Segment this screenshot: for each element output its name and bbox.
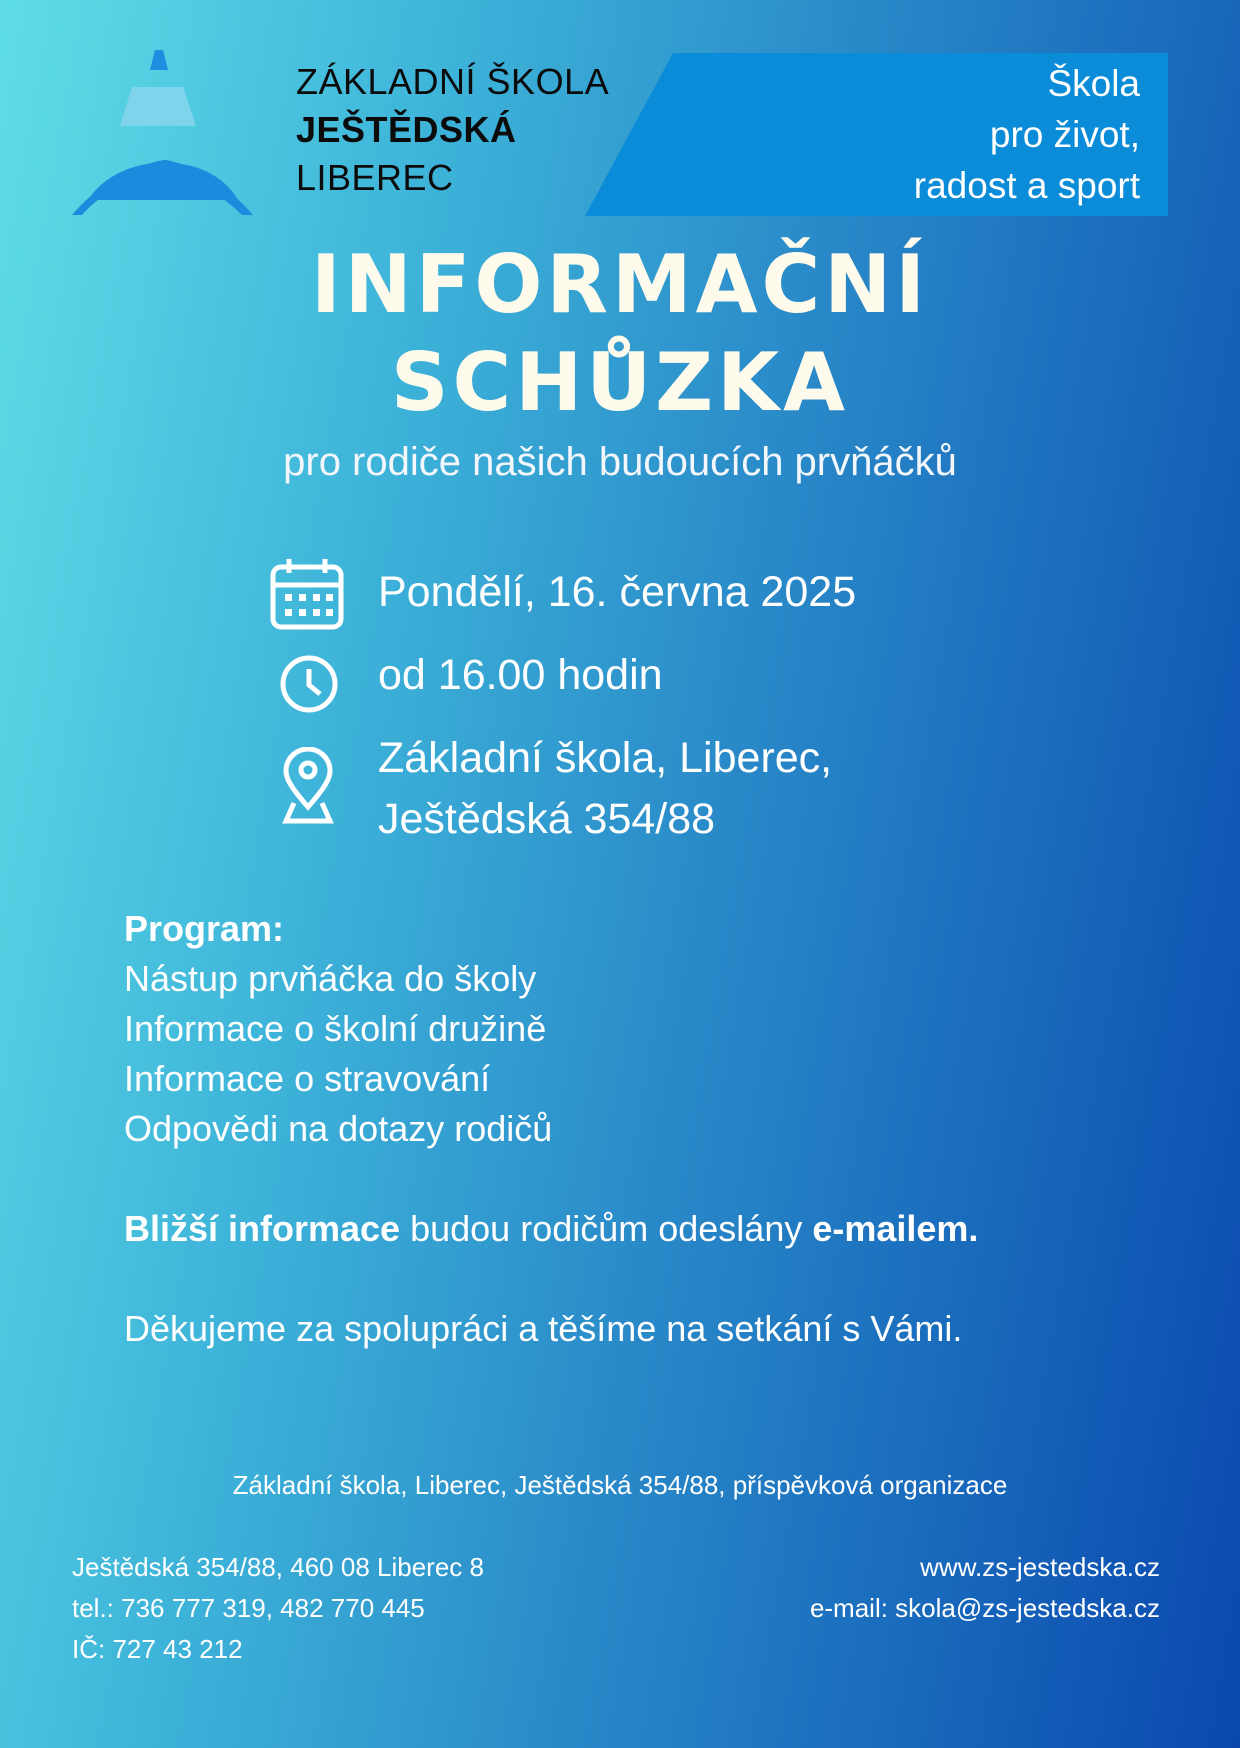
school-name-line3: LIBEREC	[296, 157, 454, 198]
footer-organization: Základní škola, Liberec, Ještědská 354/88, příspěvková organizace	[232, 1470, 1008, 1500]
program-item: Odpovědi na dotazy rodičů	[124, 1108, 553, 1149]
thanks-text: Děkujeme za spolupráci a těšíme na setkání s Vámi.	[124, 1308, 963, 1349]
email-note-bold2: e-mailem.	[812, 1208, 979, 1249]
event-date: Pondělí, 16. června 2025	[378, 568, 857, 616]
footer-contact-left	[72, 1547, 484, 1670]
footer-address: Ještědská 354/88, 460 08 Liberec 8	[72, 1552, 484, 1582]
program-label: Program:	[124, 908, 285, 949]
footer-phone: tel.: 736 777 319, 482 770 445	[72, 1593, 425, 1623]
program-item: Nástup prvňáčka do školy	[124, 958, 537, 999]
event-place-line2: Ještědská 354/88	[378, 795, 716, 843]
title-line1: INFORMAČNÍ	[311, 238, 929, 331]
event-place-line1: Základní škola, Liberec,	[378, 734, 833, 782]
subtitle: pro rodiče našich budoucích prvňáčků	[283, 440, 957, 484]
program	[124, 904, 552, 1154]
calendar-icon	[268, 555, 348, 635]
program-item: Informace o školní družině	[124, 1008, 547, 1049]
motto-line2: pro život,	[989, 114, 1140, 155]
motto-line1: Škola	[1047, 63, 1140, 104]
school-logo	[70, 50, 255, 220]
event-time: od 16.00 hodin	[378, 651, 663, 699]
event-place	[378, 728, 832, 850]
email-note	[124, 1208, 978, 1250]
school-name-line1: ZÁKLADNÍ ŠKOLA	[296, 61, 610, 102]
footer-ico: IČ: 727 43 212	[72, 1634, 243, 1664]
school-name	[296, 58, 609, 202]
school-name-line2: JEŠTĚDSKÁ	[296, 109, 517, 150]
motto-line3: radost a sport	[913, 165, 1140, 206]
motto	[914, 58, 1140, 211]
clock-icon	[274, 647, 344, 717]
footer-email-link[interactable]: e-mail: skola@zs-jestedska.cz	[809, 1593, 1160, 1623]
email-note-bold1: Bližší informace	[124, 1208, 401, 1249]
location-pin-icon	[278, 747, 338, 827]
footer-contact-right	[810, 1547, 1160, 1629]
program-item: Informace o stravování	[124, 1058, 491, 1099]
email-note-middle: budou rodičům odeslány	[400, 1208, 813, 1249]
title-line2: SCHŮZKA	[390, 336, 850, 429]
footer-website-link[interactable]: www.zs-jestedska.cz	[920, 1552, 1160, 1582]
